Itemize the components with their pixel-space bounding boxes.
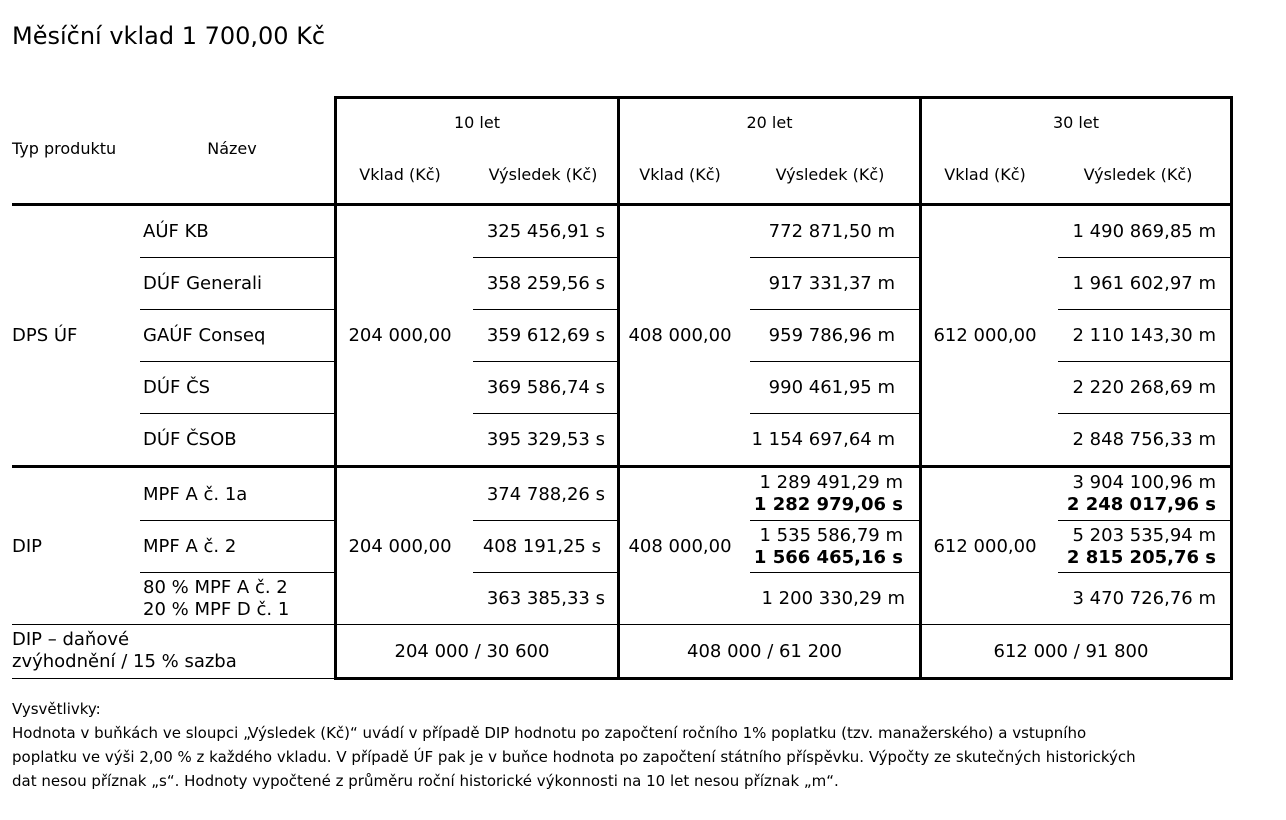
header-vklad-10: Vklad (Kč) [359, 164, 441, 184]
result-10: 369 586,74 s [486, 377, 605, 398]
vklad-10-dps: 204 000,00 [348, 325, 452, 346]
result-10: 358 259,56 s [486, 273, 605, 294]
product-name: MPF A č. 2 [143, 536, 237, 557]
result-30: 1 961 602,97 m [1072, 273, 1216, 294]
product-name: DÚF ČSOB [143, 429, 237, 450]
result-30: 2 848 756,33 m [1072, 429, 1216, 450]
result-30: 3 470 726,76 m [1072, 588, 1216, 609]
notes-line: dat nesou příznak „s“. Hodnoty vypočtené z průměru roční historické výkonnosti na 10 let nesou příznak „m“. [12, 772, 839, 790]
header-vklad-30: Vklad (Kč) [944, 164, 1026, 184]
vklad-30-dip: 612 000,00 [933, 535, 1037, 557]
tax-label-line2: zvýhodnění / 15 % sazba [12, 651, 237, 672]
result-20: 917 331,37 m [768, 273, 895, 294]
header-nazev: Název [207, 138, 257, 158]
result-10: 395 329,53 s [486, 429, 605, 450]
header-period-20: 20 let [746, 112, 793, 132]
result-10: 408 191,25 s [482, 536, 601, 557]
table-bottom-border [334, 677, 1233, 680]
page-title: Měsíční vklad 1 700,00 Kč [12, 22, 326, 50]
product-name: GAÚF Conseq [143, 325, 266, 346]
vklad-20-dip: 408 000,00 [628, 535, 732, 557]
result-10: 359 612,69 s [486, 325, 605, 346]
result-30-pair [1058, 521, 1216, 572]
result-20-model: 1 289 491,29 m [759, 472, 903, 493]
vklad-30-dps: 612 000,00 [933, 325, 1037, 346]
vklad-20-dps: 408 000,00 [628, 325, 732, 346]
result-20-pair [750, 468, 903, 520]
result-30-model: 5 203 535,94 m [1072, 524, 1216, 546]
notes-line: poplatku ve výši 2,00 % z každého vkladu. V případě ÚF pak je v buňce hodnota po započtení státního příspěvku. Výpočty ze skutečných historických [12, 748, 1136, 766]
product-name: AÚF KB [143, 221, 209, 242]
table-top-border [334, 96, 1233, 99]
result-30-historical: 2 248 017,96 s [1066, 494, 1216, 515]
header-vklad-20: Vklad (Kč) [639, 164, 721, 184]
result-20-pair [750, 521, 903, 572]
vklad-10-dip: 204 000,00 [348, 535, 452, 557]
result-10: 363 385,33 s [486, 588, 605, 609]
result-20-historical: 1 282 979,06 s [753, 494, 903, 515]
notes [12, 697, 1274, 793]
tax-value-20: 408 000 / 61 200 [687, 640, 842, 662]
tax-label-line1: DIP – daňové [12, 629, 130, 650]
header-vysledek-30: Výsledek (Kč) [1083, 164, 1193, 184]
product-name-line1: 80 % MPF A č. 2 [143, 576, 288, 598]
product-name: DÚF ČS [143, 377, 211, 398]
tax-label [12, 625, 237, 677]
header-period-30: 30 let [1052, 112, 1099, 132]
result-30: 1 490 869,85 m [1072, 221, 1216, 242]
result-20-historical: 1 566 465,16 s [753, 546, 903, 568]
header-vysledek-20: Výsledek (Kč) [775, 164, 885, 184]
table-border-right [1230, 96, 1233, 680]
table-bottom-left [12, 678, 334, 679]
result-20: 1 154 697,64 m [751, 429, 895, 450]
result-30-pair [1058, 468, 1216, 520]
result-20: 959 786,96 m [768, 325, 895, 346]
tax-value-30: 612 000 / 91 800 [993, 640, 1149, 662]
product-name-line2: 20 % MPF D č. 1 [143, 598, 290, 620]
result-20: 1 200 330,29 m [761, 588, 905, 609]
tax-value-10: 204 000 / 30 600 [394, 640, 550, 662]
product-name-mix [143, 573, 289, 624]
result-20-model: 1 535 586,79 m [759, 524, 903, 546]
notes-line: Hodnota v buňkách ve sloupci „Výsledek (Kč)“ uvádí v případě DIP hodnotu po započtení ročního 1% poplatku (tzv. manažerského) a vstupního [12, 724, 1087, 742]
product-name: DÚF Generali [143, 273, 263, 294]
header-period-10: 10 let [453, 112, 500, 132]
result-20: 990 461,95 m [768, 377, 895, 398]
result-20: 772 871,50 m [768, 221, 895, 242]
header-typ-produktu: Typ produktu [12, 138, 117, 158]
result-10: 325 456,91 s [486, 221, 605, 242]
result-10: 374 788,26 s [486, 483, 605, 505]
group-type-dps: DPS ÚF [12, 325, 78, 346]
product-name: MPF A č. 1a [143, 483, 248, 505]
result-30: 2 220 268,69 m [1072, 377, 1216, 398]
header-vysledek-10: Výsledek (Kč) [488, 164, 598, 184]
group-type-dip: DIP [12, 535, 43, 557]
result-30-historical: 2 815 205,76 s [1066, 546, 1216, 568]
result-30: 2 110 143,30 m [1072, 325, 1216, 346]
result-30-model: 3 904 100,96 m [1072, 472, 1216, 493]
notes-heading: Vysvětlivky: [12, 700, 101, 718]
